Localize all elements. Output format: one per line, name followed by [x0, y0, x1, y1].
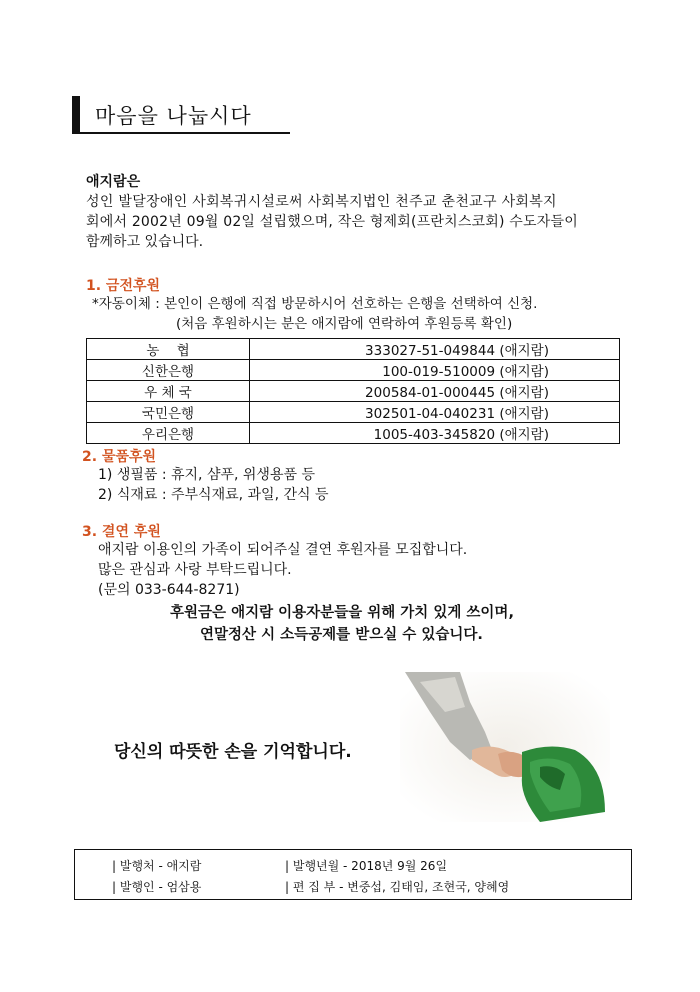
slogan: 당신의 따뜻한 손을 기억합니다. — [114, 742, 352, 762]
bank-account: 302501-04-040231 (애지람) — [250, 402, 620, 423]
intro-line-1: 성인 발달장애인 사회복귀시설로써 사회복지법인 천주교 춘천교구 사회복지 — [86, 194, 557, 210]
page-title: 마음을 나눕시다 — [95, 104, 252, 128]
issuer: | 발행인 - 엄삼용 — [112, 880, 202, 894]
table-row — [87, 381, 620, 402]
section1-note-1: *자동이체 : 본인이 은행에 직접 방문하시어 선호하는 은행을 선택하여 신청. — [92, 296, 538, 312]
publication-date: | 발행년월 - 2018년 9월 26일 — [285, 859, 448, 873]
bank-account: 333027-51-049844 (애지람) — [250, 339, 620, 360]
section3-line-3: (문의 033-644-8271) — [98, 582, 240, 598]
table-row — [87, 339, 620, 360]
bank-name: 신한은행 — [87, 360, 250, 381]
holding-hands-illustration — [400, 672, 610, 822]
table-row — [87, 360, 620, 381]
bank-name: 농 협 — [87, 339, 250, 360]
publisher: | 발행처 - 애지람 — [112, 859, 202, 873]
title-underline — [72, 132, 290, 134]
section3-line-2: 많은 관심과 사랑 부탁드립니다. — [98, 562, 292, 578]
bank-name: 우 체 국 — [87, 381, 250, 402]
intro-heading: 애지람은 — [86, 174, 141, 190]
section2-item-2: 2) 식재료 : 주부식재료, 과일, 간식 등 — [98, 487, 329, 503]
bank-name: 국민은행 — [87, 402, 250, 423]
intro-line-2: 회에서 2002년 09월 02일 설립했으며, 작은 형제회(프란치스코회) 수도자들이 — [86, 214, 578, 230]
section2-heading: 2. 물품후원 — [82, 449, 157, 465]
emphasis-line-1: 후원금은 애지람 이용자분들을 위해 가치 있게 쓰이며, — [170, 605, 514, 621]
editors: | 편 집 부 - 변중섭, 김태임, 조현국, 양혜영 — [285, 880, 510, 894]
intro-line-3: 함께하고 있습니다. — [86, 234, 204, 250]
bank-account: 100-019-510009 (애지람) — [250, 360, 620, 381]
bank-account: 200584-01-000445 (애지람) — [250, 381, 620, 402]
emphasis-line-2: 연말정산 시 소득공제를 받으실 수 있습니다. — [200, 627, 483, 643]
section1-note-2: (처음 후원하시는 분은 애지람에 연락하여 후원등록 확인) — [176, 316, 513, 332]
bank-account-table — [86, 338, 620, 444]
bank-account: 1005-403-345820 (애지람) — [250, 423, 620, 444]
title-accent-bar — [72, 96, 80, 133]
section3-line-1: 애지람 이용인의 가족이 되어주실 결연 후원자를 모집합니다. — [98, 542, 468, 558]
section3-heading: 3. 결연 후원 — [82, 524, 161, 540]
section1-heading: 1. 금전후원 — [86, 278, 161, 294]
table-row — [87, 423, 620, 444]
table-row — [87, 402, 620, 423]
section2-item-1: 1) 생필품 : 휴지, 샴푸, 위생용품 등 — [98, 467, 315, 483]
bank-name: 우리은행 — [87, 423, 250, 444]
